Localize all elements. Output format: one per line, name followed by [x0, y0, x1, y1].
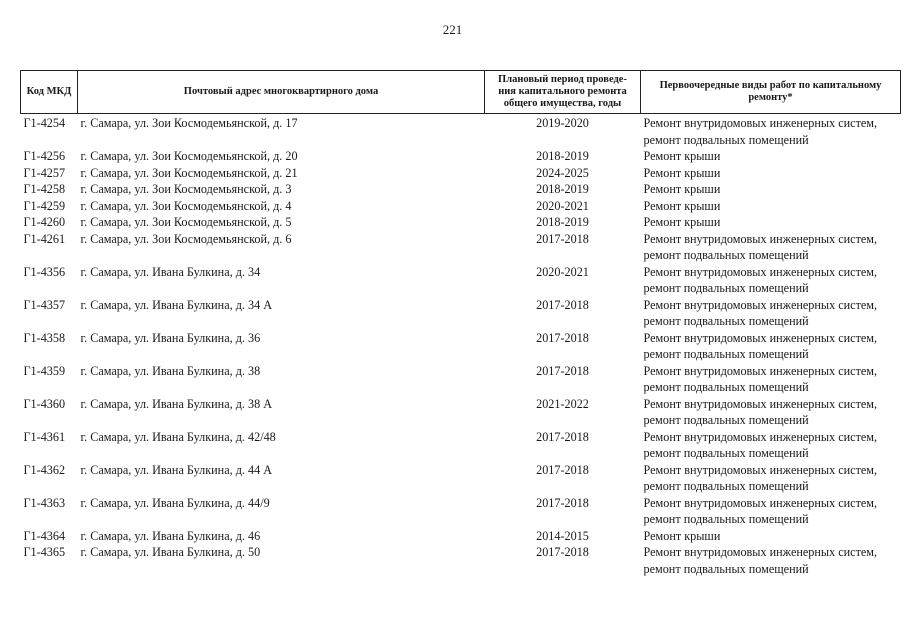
- table-body: [21, 114, 901, 578]
- priority-works-line: Ремонт внутридомовых инженерных систем,: [643, 545, 878, 559]
- header-code: Код МКД: [21, 71, 78, 114]
- header-period: [485, 71, 641, 114]
- postal-address: г. Самара, ул. Ивана Булкина, д. 50: [80, 545, 261, 559]
- priority-works-line: Ремонт крыши: [643, 215, 721, 229]
- priority-works-line: Ремонт внутридомовых инженерных систем,: [643, 462, 878, 477]
- priority-works-line: ремонт подвальных помещений: [643, 413, 809, 427]
- priority-works: [641, 544, 901, 577]
- priority-works-line: Ремонт внутридомовых инженерных систем,: [643, 495, 878, 510]
- priority-works-line: Ремонт внутридомовых инженерных систем,: [643, 116, 878, 130]
- priority-works-line: ремонт подвальных помещений: [643, 347, 809, 361]
- table-row: [21, 264, 901, 297]
- postal-address: г. Самара, ул. Зои Космодемьянской, д. 4: [80, 198, 292, 213]
- mkd-code: Г1-4360: [23, 396, 66, 411]
- repair-period: 2018-2019: [536, 149, 589, 163]
- header-works-line: ремонту*: [748, 92, 793, 103]
- table-row: [21, 198, 901, 215]
- mkd-code: Г1-4259: [23, 198, 66, 213]
- priority-works-line: Ремонт внутридомовых инженерных систем,: [643, 231, 878, 246]
- header-period-line: общего имущества, годы: [503, 98, 622, 109]
- table-row: [21, 330, 901, 363]
- postal-address: г. Самара, ул. Ивана Булкина, д. 44 А: [80, 462, 273, 477]
- priority-works: [641, 264, 901, 297]
- postal-address: г. Самара, ул. Ивана Булкина, д. 38: [80, 363, 261, 378]
- priority-works-line: Ремонт крыши: [643, 182, 721, 196]
- priority-works: [641, 181, 901, 198]
- table-header-row: [21, 71, 901, 114]
- postal-address: г. Самара, ул. Зои Космодемьянской, д. 5: [80, 215, 292, 229]
- table-row: [21, 165, 901, 182]
- buildings-table: [20, 70, 901, 577]
- postal-address: г. Самара, ул. Ивана Булкина, д. 36: [80, 330, 261, 345]
- postal-address: г. Самара, ул. Зои Космодемьянской, д. 21: [80, 165, 298, 180]
- priority-works-line: ремонт подвальных помещений: [643, 281, 809, 295]
- postal-address: г. Самара, ул. Ивана Булкина, д. 34 А: [80, 297, 273, 312]
- priority-works: [641, 528, 901, 545]
- mkd-code: Г1-4362: [23, 462, 66, 477]
- priority-works: [641, 462, 901, 495]
- priority-works-line: ремонт подвальных помещений: [643, 380, 809, 394]
- repair-period: 2017-2018: [536, 545, 589, 559]
- priority-works-line: Ремонт крыши: [643, 165, 721, 180]
- table-row: [21, 214, 901, 231]
- repair-period: 2020-2021: [536, 198, 589, 213]
- repair-period: 2017-2018: [536, 495, 589, 510]
- priority-works: [641, 396, 901, 429]
- table-row: [21, 148, 901, 165]
- table-row: [21, 396, 901, 429]
- priority-works-line: Ремонт внутридомовых инженерных систем,: [643, 396, 878, 411]
- mkd-code: Г1-4357: [23, 297, 66, 312]
- priority-works-line: Ремонт крыши: [643, 528, 721, 543]
- repair-period: 2019-2020: [536, 116, 589, 130]
- postal-address: г. Самара, ул. Ивана Булкина, д. 44/9: [80, 495, 270, 510]
- mkd-code: Г1-4257: [23, 165, 66, 180]
- priority-works: [641, 297, 901, 330]
- mkd-code: Г1-4363: [23, 495, 66, 510]
- mkd-code: Г1-4364: [23, 528, 66, 543]
- postal-address: г. Самара, ул. Ивана Булкина, д. 34: [80, 264, 261, 279]
- priority-works-line: Ремонт внутридомовых инженерных систем,: [643, 297, 878, 312]
- priority-works: [641, 429, 901, 462]
- table-row: [21, 429, 901, 462]
- repair-period: 2018-2019: [536, 215, 589, 229]
- priority-works-line: ремонт подвальных помещений: [643, 479, 809, 493]
- priority-works-line: Ремонт внутридомовых инженерных систем,: [643, 264, 878, 279]
- priority-works-line: ремонт подвальных помещений: [643, 248, 809, 262]
- mkd-code: Г1-4261: [23, 231, 66, 246]
- repair-period: 2017-2018: [536, 330, 589, 345]
- mkd-code: Г1-4365: [23, 545, 66, 559]
- priority-works-line: Ремонт внутридомовых инженерных систем,: [643, 363, 878, 378]
- priority-works-line: ремонт подвальных помещений: [643, 314, 809, 328]
- priority-works: [641, 114, 901, 149]
- header-period-line: Плановый период проведе-: [498, 74, 627, 85]
- repair-period: 2021-2022: [536, 396, 589, 411]
- priority-works-line: ремонт подвальных помещений: [643, 132, 809, 147]
- priority-works: [641, 363, 901, 396]
- postal-address: г. Самара, ул. Зои Космодемьянской, д. 17: [80, 116, 298, 130]
- mkd-code: Г1-4359: [23, 363, 66, 378]
- table-row: [21, 231, 901, 264]
- priority-works: [641, 148, 901, 165]
- header-period-line: ния капитального ремонта: [498, 86, 627, 97]
- table-row: [21, 495, 901, 528]
- priority-works-line: Ремонт крыши: [643, 149, 721, 163]
- priority-works: [641, 165, 901, 182]
- priority-works-line: Ремонт внутридомовых инженерных систем,: [643, 429, 878, 444]
- mkd-code: Г1-4361: [23, 429, 66, 444]
- table-row: [21, 114, 901, 149]
- repair-period: 2017-2018: [536, 231, 589, 246]
- mkd-code: Г1-4356: [23, 264, 66, 279]
- header-address: Почтовый адрес многоквартирного дома: [78, 71, 485, 114]
- table-row: [21, 544, 901, 577]
- priority-works: [641, 330, 901, 363]
- mkd-code: Г1-4258: [23, 182, 66, 196]
- priority-works: [641, 198, 901, 215]
- repair-period: 2018-2019: [536, 182, 589, 196]
- priority-works-line: ремонт подвальных помещений: [643, 446, 809, 460]
- header-works-line: Первоочередные виды работ по капитальному: [659, 80, 882, 91]
- table-row: [21, 297, 901, 330]
- priority-works-line: ремонт подвальных помещений: [643, 512, 809, 526]
- postal-address: г. Самара, ул. Зои Космодемьянской, д. 3: [80, 182, 292, 196]
- mkd-code: Г1-4358: [23, 330, 66, 345]
- header-works: [641, 71, 901, 114]
- postal-address: г. Самара, ул. Зои Космодемьянской, д. 20: [80, 149, 298, 163]
- repair-period: 2014-2015: [536, 528, 589, 543]
- priority-works-line: Ремонт крыши: [643, 198, 721, 213]
- repair-period: 2017-2018: [536, 429, 589, 444]
- repair-period: 2017-2018: [536, 462, 589, 477]
- postal-address: г. Самара, ул. Зои Космодемьянской, д. 6: [80, 231, 292, 246]
- mkd-code: Г1-4256: [23, 149, 66, 163]
- mkd-code: Г1-4260: [23, 215, 66, 229]
- page-number: 221: [442, 22, 463, 37]
- priority-works: [641, 495, 901, 528]
- priority-works-line: ремонт подвальных помещений: [643, 561, 809, 576]
- table-row: [21, 462, 901, 495]
- postal-address: г. Самара, ул. Ивана Булкина, д. 46: [80, 528, 261, 543]
- postal-address: г. Самара, ул. Ивана Булкина, д. 42/48: [80, 429, 276, 444]
- repair-period: 2017-2018: [536, 297, 589, 312]
- postal-address: г. Самара, ул. Ивана Булкина, д. 38 А: [80, 396, 273, 411]
- repair-period: 2024-2025: [536, 165, 589, 180]
- table-row: [21, 528, 901, 545]
- priority-works: [641, 231, 901, 264]
- mkd-code: Г1-4254: [23, 116, 66, 130]
- table-row: [21, 181, 901, 198]
- repair-period: 2017-2018: [536, 363, 589, 378]
- priority-works-line: Ремонт внутридомовых инженерных систем,: [643, 330, 878, 345]
- table-row: [21, 363, 901, 396]
- repair-period: 2020-2021: [536, 264, 589, 279]
- priority-works: [641, 214, 901, 231]
